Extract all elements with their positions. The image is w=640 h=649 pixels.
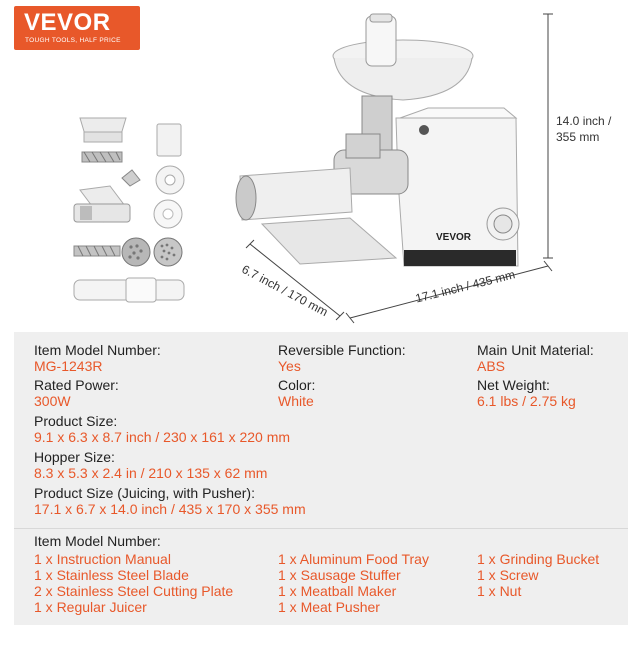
unit-logo-text: VEVOR xyxy=(436,232,472,243)
height-dimension-mm-label: 355 mm xyxy=(556,130,600,144)
material-value: ABS xyxy=(477,358,506,374)
list-item: 1 x Regular Juicer xyxy=(34,599,147,615)
weight-label: Net Weight: xyxy=(477,377,550,393)
list-item: 2 x Stainless Steel Cutting Plate xyxy=(34,583,234,599)
list-item: 1 x Screw xyxy=(477,567,539,583)
included-items-label: Item Model Number: xyxy=(34,533,161,549)
color-label: Color: xyxy=(278,377,316,393)
juicing-size-label: Product Size (Juicing, with Pusher): xyxy=(34,485,255,501)
model-label: Item Model Number: xyxy=(34,342,161,358)
accessories-image xyxy=(74,118,184,302)
hopper-size-label: Hopper Size: xyxy=(34,449,115,465)
reversible-value: Yes xyxy=(278,358,301,374)
power-value: 300W xyxy=(34,393,71,409)
material-label: Main Unit Material: xyxy=(477,342,594,358)
height-dimension-label: 14.0 inch / xyxy=(556,114,612,128)
list-item: 1 x Meatball Maker xyxy=(278,583,397,599)
logo-text: VEVOR xyxy=(24,9,111,36)
power-label: Rated Power: xyxy=(34,377,119,393)
color-value: White xyxy=(278,393,314,409)
juicing-size-value: 17.1 x 6.7 x 14.0 inch / 435 x 170 x 355 mm xyxy=(34,501,306,517)
list-item: 1 x Instruction Manual xyxy=(34,551,171,567)
list-item: 1 x Grinding Bucket xyxy=(477,551,600,567)
logo-tagline: TOUGH TOOLS, HALF PRICE xyxy=(25,37,121,44)
product-size-label: Product Size: xyxy=(34,413,118,429)
weight-value: 6.1 lbs / 2.75 kg xyxy=(477,393,576,409)
meat-grinder-image xyxy=(236,14,519,266)
list-item: 1 x Stainless Steel Blade xyxy=(34,567,189,583)
list-item: 1 x Nut xyxy=(477,583,522,599)
included-items-panel xyxy=(14,528,628,625)
model-value: MG-1243R xyxy=(34,358,103,374)
spec-panel xyxy=(14,332,628,528)
length-dimension-label: 17.1 inch / 435 mm xyxy=(414,267,517,306)
reversible-label: Reversible Function: xyxy=(278,342,406,358)
hopper-size-value: 8.3 x 5.3 x 2.4 in / 210 x 135 x 62 mm xyxy=(34,465,268,481)
list-item: 1 x Sausage Stuffer xyxy=(278,567,401,583)
list-item: 1 x Aluminum Food Tray xyxy=(278,551,429,567)
depth-dimension-label: 6.7 inch / 170 mm xyxy=(239,262,331,320)
list-item: 1 x Meat Pusher xyxy=(278,599,380,615)
product-size-value: 9.1 x 6.3 x 8.7 inch / 230 x 161 x 220 mm xyxy=(34,429,291,445)
